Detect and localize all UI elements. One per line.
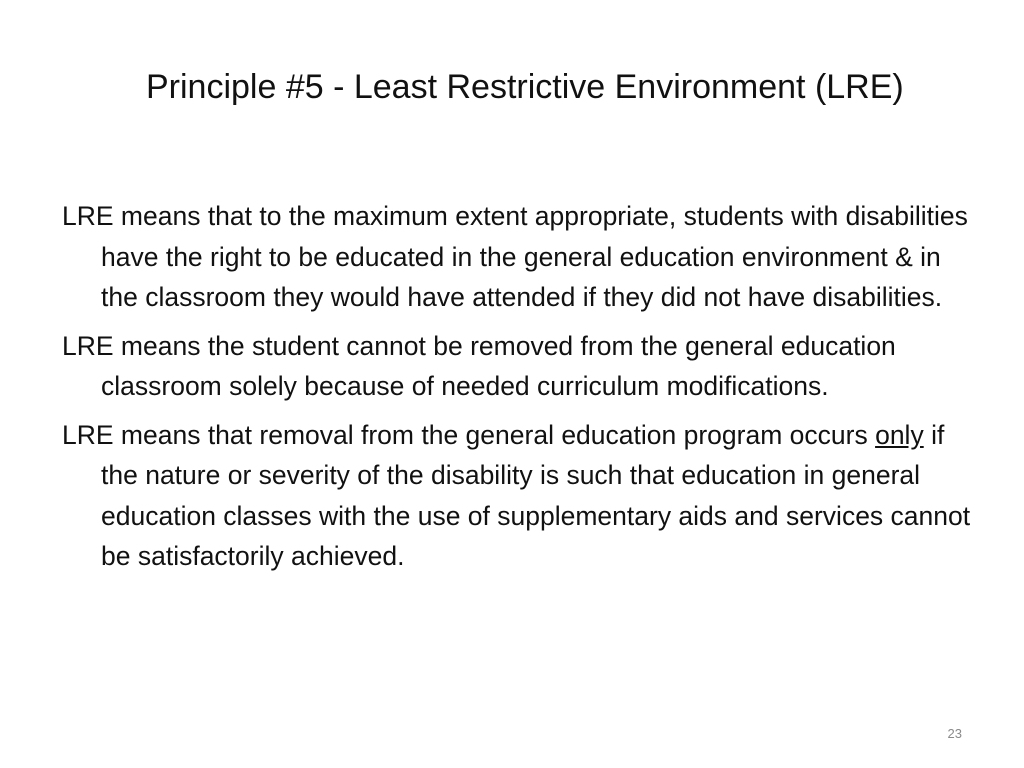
body-paragraph-2: LRE means the student cannot be removed from the general education classroom solely because of needed curriculum modifications.: [62, 330, 896, 401]
body-paragraph-3-rest: if the nature or severity of the disability is such that education in general education classes with the use of supplementary aids and services cannot be satisfactorily achieved.: [101, 419, 971, 571]
slide-title: Principle #5 - Least Restrictive Environment (LRE): [146, 68, 904, 106]
body-paragraph-3-lead: LRE means that removal from the general education program occurs: [62, 419, 876, 450]
slide-number: 23: [947, 726, 962, 741]
emphasis-only: only: [875, 419, 924, 450]
slide-body: [62, 196, 982, 585]
body-paragraph-3: [62, 415, 982, 577]
body-paragraph-1: LRE means that to the maximum extent appropriate, students with disabilities have the right to be educated in the general education environment & in the classroom they would have attended if they did not have disabilities.: [62, 201, 968, 312]
